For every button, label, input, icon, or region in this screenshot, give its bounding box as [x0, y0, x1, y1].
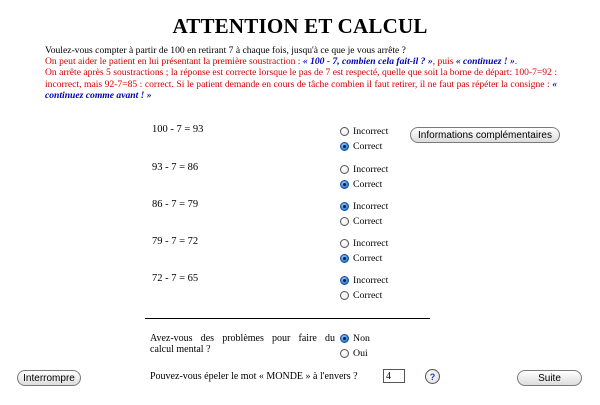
- instructions: [45, 45, 557, 101]
- correct-option[interactable]: [340, 214, 382, 228]
- incorrect-option[interactable]: [340, 236, 388, 250]
- subtraction-expression: 79 - 7 = 72: [152, 236, 199, 247]
- correct-radio[interactable]: [340, 291, 349, 300]
- incorrect-label: Incorrect: [353, 237, 389, 249]
- incorrect-label: Incorrect: [353, 274, 389, 286]
- yes-radio[interactable]: [340, 349, 349, 358]
- correct-label: Correct: [353, 215, 383, 227]
- correct-radio[interactable]: [340, 254, 349, 263]
- page-title: ATTENTION ET CALCUL: [172, 14, 428, 38]
- instruction-hint: [45, 56, 557, 67]
- mental-calc-question: [150, 333, 335, 355]
- rule-text: On arrête après 5 soustractions ; la réponse est correcte lorsque le pas de 7 est respecté, quelle que soit la borne de départ: 100-7=92 : incorrect, mais 92-7=85 : correct. Si le patient demande en cours de tâche combien il faut retirer, il ne faut pas répéter la consigne :: [45, 67, 557, 90]
- incorrect-label: Incorrect: [353, 200, 389, 212]
- incorrect-radio[interactable]: [340, 165, 349, 174]
- instruction-question: Voulez-vous compter à partir de 100 en retirant 7 à chaque fois, jusqu'à ce que je vous arrête ?: [45, 45, 406, 56]
- more-info-button[interactable]: Informations complémentaires: [410, 127, 560, 143]
- correct-radio[interactable]: [340, 217, 349, 226]
- rule-quote: « continuez comme avant ! »: [45, 78, 557, 101]
- subtraction-row-3: [0, 199, 600, 231]
- subtraction-expression: 72 - 7 = 65: [152, 273, 199, 284]
- incorrect-radio[interactable]: [340, 239, 349, 248]
- hint-quote-continue: « continuez ! »: [455, 56, 515, 68]
- hint-mid: , puis: [432, 56, 454, 68]
- subtraction-row-1: [0, 124, 600, 156]
- incorrect-radio[interactable]: [340, 202, 349, 211]
- no-radio[interactable]: [340, 334, 349, 343]
- subtraction-expression: 86 - 7 = 79: [152, 199, 199, 210]
- subtraction-expression: 93 - 7 = 86: [152, 162, 199, 173]
- next-button[interactable]: Suite: [517, 370, 582, 386]
- incorrect-option[interactable]: [340, 199, 388, 213]
- section-divider: [145, 318, 430, 319]
- correct-label: Correct: [353, 252, 383, 264]
- correct-option[interactable]: [340, 139, 382, 153]
- incorrect-label: Incorrect: [353, 163, 389, 175]
- correct-label: Correct: [353, 178, 383, 190]
- incorrect-label: Incorrect: [353, 125, 389, 137]
- incorrect-option[interactable]: [340, 162, 388, 176]
- monde-question: Pouvez-vous épeler le mot « MONDE » à l'envers ?: [150, 371, 358, 382]
- correct-radio[interactable]: [340, 180, 349, 189]
- correct-label: Correct: [353, 289, 383, 301]
- incorrect-option[interactable]: [340, 124, 388, 138]
- help-icon[interactable]: ?: [425, 369, 440, 384]
- correct-option[interactable]: [340, 177, 382, 191]
- hint-quote: « 100 - 7, combien cela fait-il ? »: [302, 56, 433, 68]
- subtraction-row-5: [0, 273, 600, 305]
- correct-option[interactable]: [340, 288, 382, 302]
- hint-end: .: [514, 56, 518, 68]
- instruction-rule: [45, 67, 557, 101]
- mental-question-line2: calcul mental ?: [150, 344, 211, 355]
- no-option[interactable]: [340, 331, 370, 345]
- correct-label: Correct: [353, 140, 383, 152]
- correct-radio[interactable]: [340, 142, 349, 151]
- incorrect-radio[interactable]: [340, 127, 349, 136]
- yes-option[interactable]: [340, 346, 368, 360]
- interrupt-button[interactable]: Interrompre: [17, 370, 81, 386]
- subtraction-row-2: [0, 162, 600, 194]
- correct-option[interactable]: [340, 251, 382, 265]
- no-label: Non: [353, 332, 370, 344]
- incorrect-option[interactable]: [340, 273, 388, 287]
- yes-label: Oui: [353, 347, 368, 359]
- monde-answer-input[interactable]: [383, 369, 405, 383]
- incorrect-radio[interactable]: [340, 276, 349, 285]
- hint-text: On peut aider le patient en lui présentant la première soustraction :: [45, 56, 301, 68]
- mental-question-line1: Avez-vous des problèmes pour faire du: [150, 333, 335, 344]
- subtraction-expression: 100 - 7 = 93: [152, 124, 204, 135]
- subtraction-row-4: [0, 236, 600, 268]
